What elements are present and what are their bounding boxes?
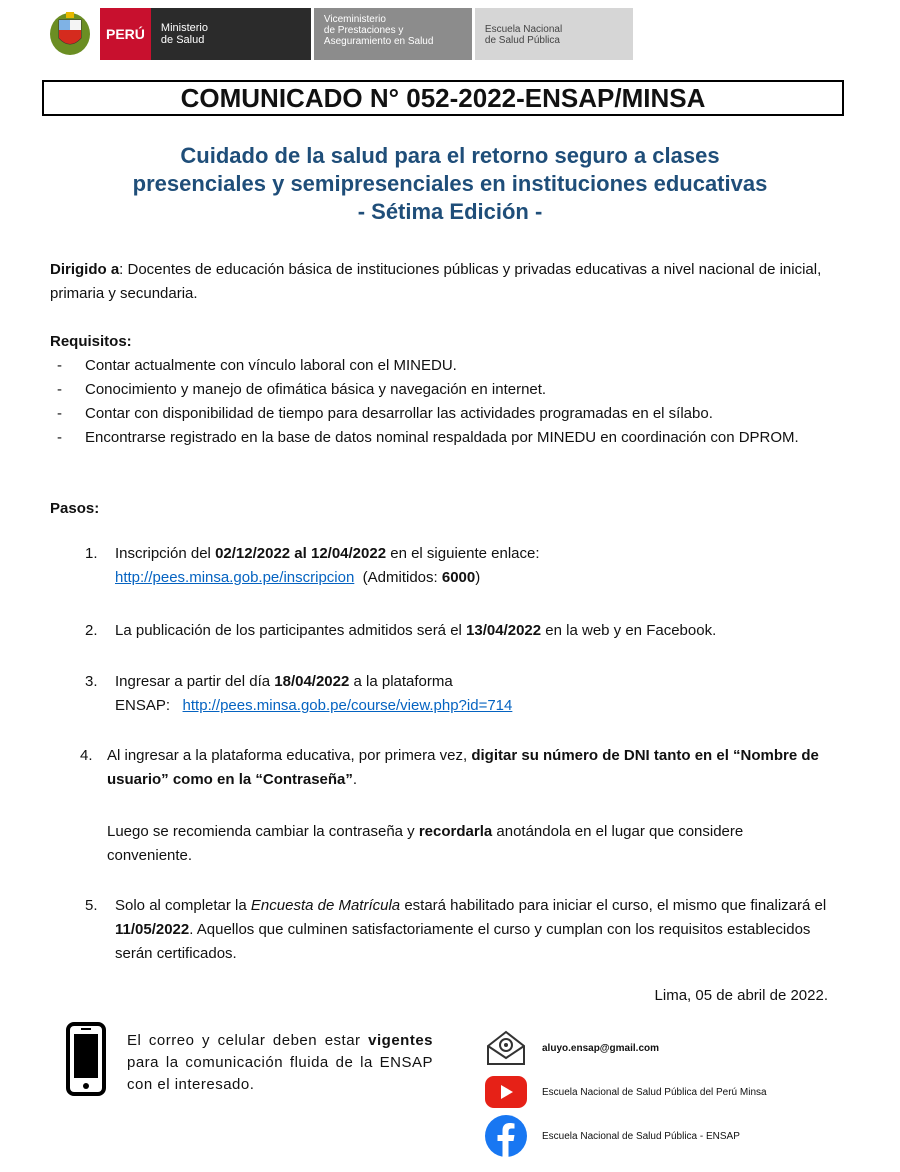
list-item: - Encontrarse registrado en la base de datos nominal respaldada por MINEDU en coordinación con DPROM. xyxy=(50,426,840,450)
contact-youtube xyxy=(484,1070,767,1114)
email-address[interactable]: aluyo.ensap@gmail.com xyxy=(542,1042,660,1054)
step2-date: 13/04/2022 xyxy=(466,622,542,639)
step4-post: . xyxy=(352,771,358,788)
ensap-label: ENSAP: xyxy=(115,697,171,714)
vice-line1: Viceministerio xyxy=(323,14,386,25)
step1-post: en el siguiente enlace: xyxy=(386,545,540,562)
step-number: 4. xyxy=(80,747,93,764)
step-number: 1. xyxy=(85,545,98,562)
ministerio-brand xyxy=(151,8,311,60)
step-number: 3. xyxy=(85,673,98,690)
admitidos-post: ) xyxy=(475,569,481,586)
requisitos-section xyxy=(50,330,840,450)
pasos-heading: Pasos: xyxy=(50,500,100,517)
viceministerio-brand xyxy=(314,8,472,60)
step5-post: . Aquellos que culminen satisfactoriamente el curso y cumplan con los requisitos establecidos serán certificados. xyxy=(115,921,811,962)
step3-date: 18/04/2022 xyxy=(274,673,350,690)
step-5 xyxy=(85,894,845,966)
list-item: - Conocimiento y manejo de ofimática básica y navegación en internet. xyxy=(50,378,840,402)
contact-note xyxy=(127,1030,433,1096)
youtube-channel[interactable]: Escuela Nacional de Salud Pública del Perú Minsa xyxy=(542,1086,767,1098)
step1-pre: Inscripción del xyxy=(115,545,216,562)
step4-bold: digitar su número de DNI tanto en el “Nombre de usuario” como en la “Contraseña” xyxy=(107,747,819,788)
step5-pre: Solo al completar la xyxy=(115,897,251,914)
ministerio-line1: Ministerio xyxy=(160,22,208,34)
course-link[interactable]: http://pees.minsa.gob.pe/course/view.php?id=714 xyxy=(182,697,513,714)
contact-note-pre: El correo y celular deben estar xyxy=(127,1032,369,1049)
step5-date: 11/05/2022 xyxy=(115,921,190,938)
dirigido-label: Dirigido a xyxy=(50,261,120,278)
step1-dates: 02/12/2022 al 12/04/2022 xyxy=(215,545,387,562)
step-number: 5. xyxy=(85,897,98,914)
escuela-line1: Escuela Nacional xyxy=(484,24,563,35)
admitidos-pre: (Admitidos: xyxy=(362,569,442,586)
step-number: 2. xyxy=(85,622,98,639)
step-4-note xyxy=(107,820,787,868)
list-item: - Contar con disponibilidad de tiempo para desarrollar las actividades programadas en el sílabo. xyxy=(50,402,840,426)
step2-post: en la web y en Facebook. xyxy=(541,622,717,639)
list-item: - Contar actualmente con vínculo laboral con el MINEDU. xyxy=(50,354,840,378)
peru-coat-of-arms-icon xyxy=(48,10,92,58)
requisitos-list xyxy=(50,354,840,450)
step4-p2-bold: recordarla xyxy=(418,823,493,840)
step2-pre: La publicación de los participantes admitidos será el xyxy=(115,622,467,639)
smartphone-icon xyxy=(66,1022,106,1096)
place-date: Lima, 05 de abril de 2022. xyxy=(654,987,828,1004)
admitidos-count: 6000 xyxy=(441,569,476,586)
title-line3: - Sétima Edición - xyxy=(357,199,543,224)
facebook-icon[interactable] xyxy=(484,1114,528,1158)
header-logo-bar xyxy=(48,6,633,62)
dirigido-text: : Docentes de educación básica de instituciones públicas y privadas educativas a nivel nacional de inicial, primaria y secundaria. xyxy=(50,261,822,302)
step-1 xyxy=(85,542,845,590)
title-line1: Cuidado de la salud para el retorno seguro a clases xyxy=(180,143,720,168)
document-title xyxy=(40,142,860,226)
ministerio-line2: de Salud xyxy=(160,34,205,46)
email-envelope-icon xyxy=(484,1028,528,1068)
step4-p2-pre: Luego se recomienda cambiar la contraseña y xyxy=(107,823,419,840)
step-4 xyxy=(80,744,846,792)
inscripcion-link[interactable]: http://pees.minsa.gob.pe/inscripcion xyxy=(115,569,355,586)
comunicado-title: COMUNICADO N° 052-2022-ENSAP/MINSA xyxy=(42,80,844,116)
escuela-line2: de Salud Pública xyxy=(484,35,560,46)
contact-email xyxy=(484,1026,659,1070)
step-2 xyxy=(85,619,845,643)
escuela-brand xyxy=(475,8,633,60)
step5-mid: estará habilitado para iniciar el curso, el mismo que finalizará el xyxy=(400,897,827,914)
step5-italic: Encuesta de Matrícula xyxy=(250,897,401,914)
peru-brand: PERÚ xyxy=(100,8,151,60)
step-3 xyxy=(85,670,845,718)
vice-line2: de Prestaciones y xyxy=(323,25,404,36)
title-line2: presenciales y semipresenciales en instituciones educativas xyxy=(132,171,768,196)
contact-note-bold: vigentes xyxy=(368,1032,433,1049)
facebook-page[interactable]: Escuela Nacional de Salud Pública - ENSAP xyxy=(542,1130,740,1142)
step3-post: a la plataforma xyxy=(349,673,453,690)
requisitos-heading: Requisitos: xyxy=(50,333,132,350)
dirigido-paragraph xyxy=(50,258,840,306)
contact-note-post: para la comunicación fluida de la ENSAP con el interesado. xyxy=(127,1054,433,1093)
step4-p2-post: anotándola en el lugar que considere conveniente. xyxy=(107,823,744,864)
step3-pre: Ingresar a partir del día xyxy=(115,673,275,690)
step4-pre: Al ingresar a la plataforma educativa, por primera vez, xyxy=(107,747,472,764)
youtube-icon[interactable] xyxy=(484,1073,528,1111)
contact-facebook xyxy=(484,1114,740,1158)
vice-line3: Aseguramiento en Salud xyxy=(323,36,434,47)
